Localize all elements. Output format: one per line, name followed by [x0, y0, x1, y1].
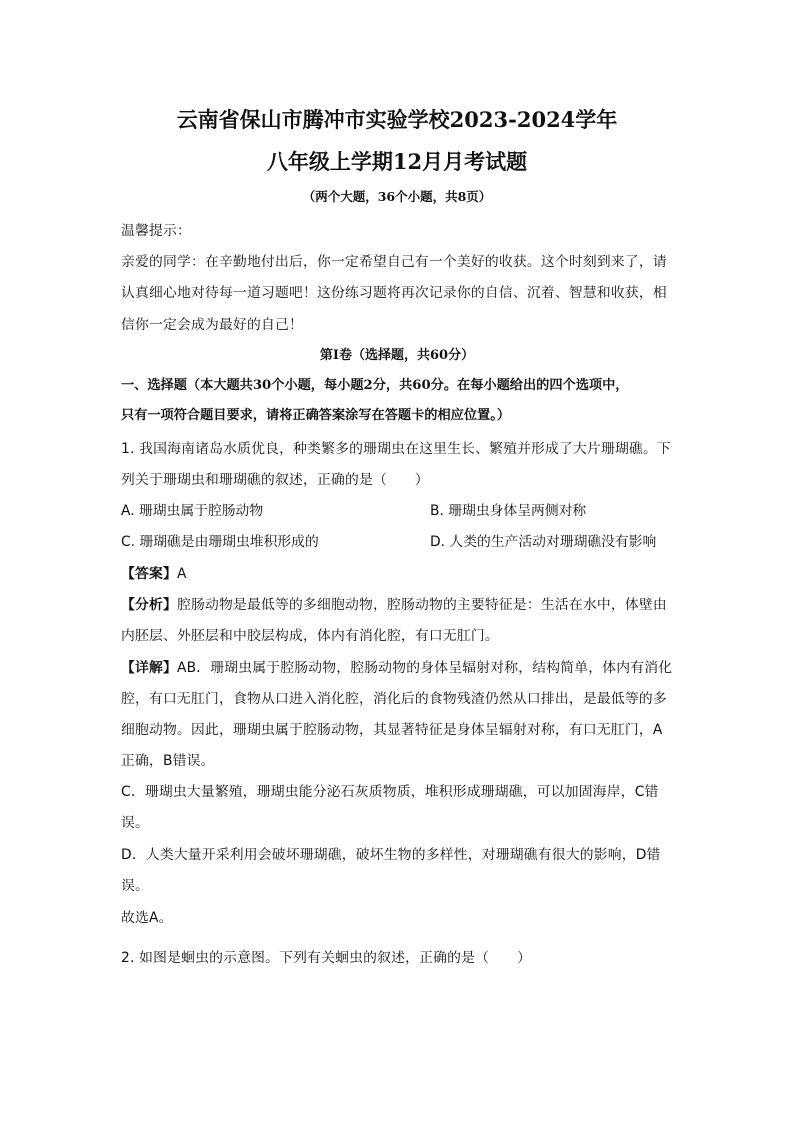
analysis-text: 腔肠动物是最低等的多细胞动物，腔肠动物的主要特征是：生活在水中，体壁由	[177, 597, 667, 613]
detail-text: AB．珊瑚虫属于腔肠动物，腔肠动物的身体呈辐射对称，结构简单，体内有消化	[177, 660, 673, 676]
question-1-stem: 1. 我国海南诸岛水质优良，种类繁多的珊瑚虫在这里生长、繁殖并形成了大片珊瑚礁。下	[121, 441, 672, 457]
analysis-line: 内胚层、外胚层和中胶层构成，体内有消化腔，有口无肛门。	[121, 628, 499, 644]
tips-line: 认真细心地对待每一道习题吧！这份练习题将再次记录你的自信、沉着、智慧和收获，相	[121, 285, 667, 301]
exam-subtitle: （两个大题，36个小题，共8页）	[302, 189, 492, 204]
volume-title: 第I卷（选择题，共60分）	[319, 348, 475, 363]
exam-title-line-1: 云南省保山市腾冲市实验学校2023-2024学年	[176, 107, 618, 132]
detail-label: 【详解】	[121, 660, 177, 676]
exam-title-line-2: 八年级上学期12月月考试题	[266, 149, 528, 174]
question-1-option-a: A. 珊瑚虫属于腔肠动物	[121, 503, 264, 519]
question-2-stem: 2. 如图是蛔虫的示意图。下列有关蛔虫的叙述，正确的是（ ）	[121, 950, 532, 966]
question-1-option-c: C. 珊瑚礁是由珊瑚虫堆积形成的	[121, 534, 319, 550]
analysis-line	[121, 593, 667, 613]
detail-line: 误。	[121, 815, 149, 831]
section-instruction: 一、选择题（本大题共30个小题，每小题2分，共60分。在每小题给出的四个选项中，	[121, 378, 629, 393]
detail-line	[121, 656, 672, 676]
answer-label: 【答案】	[121, 566, 177, 582]
question-1-stem: 列关于珊瑚虫和珊瑚礁的叙述，正确的是（ ）	[121, 472, 429, 488]
detail-line: 腔，有口无肛门，食物从口进入消化腔，消化后的食物残渣仍然从口排出，是最低等的多	[121, 691, 667, 707]
question-1-option-b: B. 珊瑚虫身体呈两侧对称	[430, 503, 587, 519]
detail-line: 正确，B错误。	[121, 753, 215, 769]
section-instruction: 只有一项符合题目要求，请将正确答案涂写在答题卡的相应位置。）	[121, 408, 511, 423]
analysis-label: 【分析】	[121, 597, 177, 613]
detail-line: 误。	[121, 878, 149, 894]
detail-line: 细胞动物。因此，珊瑚虫属于腔肠动物，其显著特征是身体呈辐射对称，有口无肛门，A	[121, 722, 663, 738]
answer-line	[121, 562, 187, 582]
tips-line: 亲爱的同学：在辛勤地付出后，你一定希望自己有一个美好的收获。这个时刻到来了，请	[121, 254, 667, 270]
tips-line: 信你一定会成为最好的自己！	[121, 317, 303, 333]
question-1-option-d: D. 人类的生产活动对珊瑚礁没有影响	[430, 534, 657, 550]
answer-value: A	[177, 566, 187, 582]
detail-line: D．人类大量开采利用会破坏珊瑚礁，破坏生物的多样性，对珊瑚礁有很大的影响，D错	[121, 847, 661, 863]
conclusion-line: 故选A。	[121, 910, 173, 926]
tips-heading: 温馨提示：	[121, 223, 191, 239]
detail-line: C．珊瑚虫大量繁殖，珊瑚虫能分泌石灰质物质，堆积形成珊瑚礁，可以加固海岸，C错	[121, 784, 659, 800]
